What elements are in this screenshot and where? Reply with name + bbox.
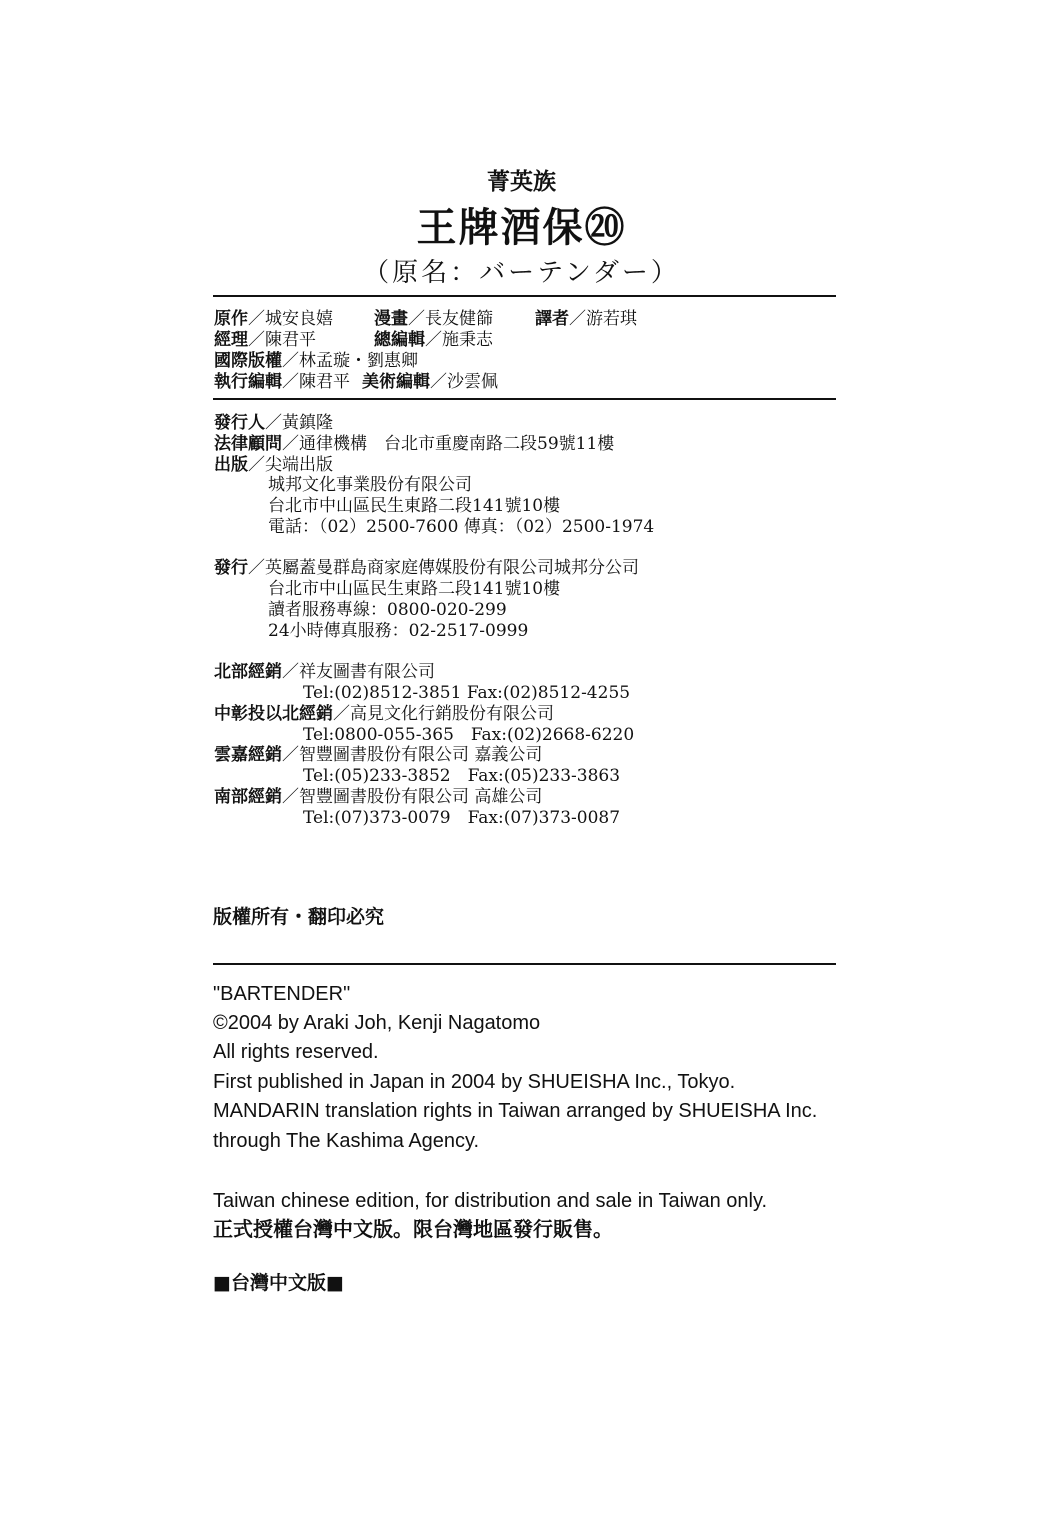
credit-label-artist: 漫畫 [374, 309, 408, 329]
distributor-central [214, 704, 554, 725]
credit-value-exec-editor: 陳君平 [299, 372, 350, 392]
distributor-south [214, 787, 542, 808]
credit-sep: ／ [248, 309, 265, 329]
publisher-company: 城邦文化事業股份有限公司 [268, 475, 472, 495]
distributor-label: 南部經銷 [214, 787, 282, 807]
credit-value-art-editor: 沙雲佩 [447, 372, 498, 392]
distribution-value: ／英屬蓋曼群島商家庭傳媒股份有限公司城邦分公司 [248, 558, 639, 578]
distributor-label: 中彰投以北經銷 [214, 704, 333, 724]
distribution-label: 發行 [214, 558, 248, 578]
distribution-address: 台北市中山區民生東路二段141號10樓 [268, 579, 561, 599]
edition-note-zh: 正式授權台灣中文版。限台灣地區發行販售。 [213, 1217, 613, 1241]
distributor-name: ／祥友圖書有限公司 [282, 662, 435, 682]
publisher-phone: 電話：（02）2500-7600 傳真：（02）2500-1974 [268, 517, 655, 537]
publisher-address: 台北市中山區民生東路二段141號10樓 [268, 496, 561, 516]
issuer-line [214, 413, 333, 434]
credit-value-intl-rights: 林孟璇・劉惠卿 [299, 351, 418, 371]
divider-top [213, 295, 836, 297]
book-title: 王牌酒保⑳ [416, 205, 627, 251]
credit-label-chief-editor: 總編輯 [374, 330, 425, 350]
distributor-north [214, 662, 435, 683]
credit-value-chief-editor: 施秉志 [442, 330, 493, 350]
credit-sep: ／ [569, 309, 586, 329]
credit-label-exec-editor: 執行編輯 [214, 372, 282, 392]
distributor-contact: Tel:(02)8512-3851 Fax:(02)8512-4255 [303, 683, 631, 703]
credit-value-manager: 陳君平 [265, 330, 316, 350]
credit-row-1 [214, 309, 333, 330]
copyright-translation-rights: MANDARIN translation rights in Taiwan arranged by SHUEISHA Inc. [213, 1100, 818, 1122]
distributor-chiayi [214, 745, 542, 766]
credit-value-translator: 游若琪 [586, 309, 637, 329]
credit-chief-editor [374, 330, 493, 351]
divider-bottom [213, 963, 836, 965]
credit-sep: ／ [425, 330, 442, 350]
credit-translator [535, 309, 637, 330]
legal-label: 法律顧問 [214, 434, 282, 454]
credit-label-translator: 譯者 [535, 309, 569, 329]
credit-art-editor [362, 372, 498, 393]
credit-artist [374, 309, 493, 330]
distributor-contact: Tel:(07)373-0079 Fax:(07)373-0087 [303, 808, 621, 828]
publisher-value: ／尖端出版 [248, 455, 333, 475]
credit-sep: ／ [430, 372, 447, 392]
edition-note-en: Taiwan chinese edition, for distribution and sale in Taiwan only. [213, 1190, 768, 1212]
distributor-name: ／智豐圖書股份有限公司 嘉義公司 [282, 745, 543, 765]
copyright-first-published: First published in Japan in 2004 by SHUEISHA Inc., Tokyo. [213, 1071, 736, 1093]
series-name: 菁英族 [487, 169, 556, 195]
publisher-line [214, 455, 333, 476]
distribution-hotline: 讀者服務專線：0800-020-299 [268, 600, 507, 620]
copyright-holder: ©2004 by Araki Joh, Kenji Nagatomo [213, 1012, 541, 1034]
credit-label-manager: 經理 [214, 330, 248, 350]
legal-value: ／通律機構 台北市重慶南路二段59號11樓 [282, 434, 615, 454]
distributor-label: 北部經銷 [214, 662, 282, 682]
rights-reserved-zh: 版權所有・翻印必究 [213, 906, 385, 928]
distribution-line [214, 558, 639, 579]
edition-mark: ■台灣中文版■ [213, 1272, 344, 1294]
credit-value-artist: 長友健篩 [425, 309, 493, 329]
credit-sep: ／ [282, 372, 299, 392]
credit-sep: ／ [248, 330, 265, 350]
distributor-name: ／智豐圖書股份有限公司 高雄公司 [282, 787, 543, 807]
credit-manager [214, 330, 316, 351]
distributor-name: ／高見文化行銷股份有限公司 [333, 704, 554, 724]
issuer-label: 發行人 [214, 413, 265, 433]
copyright-reserved: All rights reserved. [213, 1041, 379, 1063]
divider-middle [213, 398, 836, 400]
distribution-fax: 24小時傳真服務：02-2517-0999 [268, 621, 529, 641]
credit-sep: ／ [408, 309, 425, 329]
distributor-label: 雲嘉經銷 [214, 745, 282, 765]
credit-label-art-editor: 美術編輯 [362, 372, 430, 392]
issuer-value: ／黃鎮隆 [265, 413, 333, 433]
credit-label-author: 原作 [214, 309, 248, 329]
publisher-label: 出版 [214, 455, 248, 475]
distributor-contact: Tel:(05)233-3852 Fax:(05)233-3863 [303, 766, 621, 786]
distributor-contact: Tel:0800-055-365 Fax:(02)2668-6220 [303, 725, 635, 745]
copyright-title: "BARTENDER" [213, 983, 351, 1005]
original-title: （原名：バーテンダー） [363, 258, 680, 288]
credit-exec-editor [214, 372, 350, 393]
credit-label-intl-rights: 國際版權 [214, 351, 282, 371]
credit-intl-rights [214, 351, 418, 372]
credit-sep: ／ [282, 351, 299, 371]
copyright-agency: through The Kashima Agency. [213, 1130, 480, 1152]
legal-line [214, 434, 614, 455]
credit-value-author: 城安良嬉 [265, 309, 333, 329]
